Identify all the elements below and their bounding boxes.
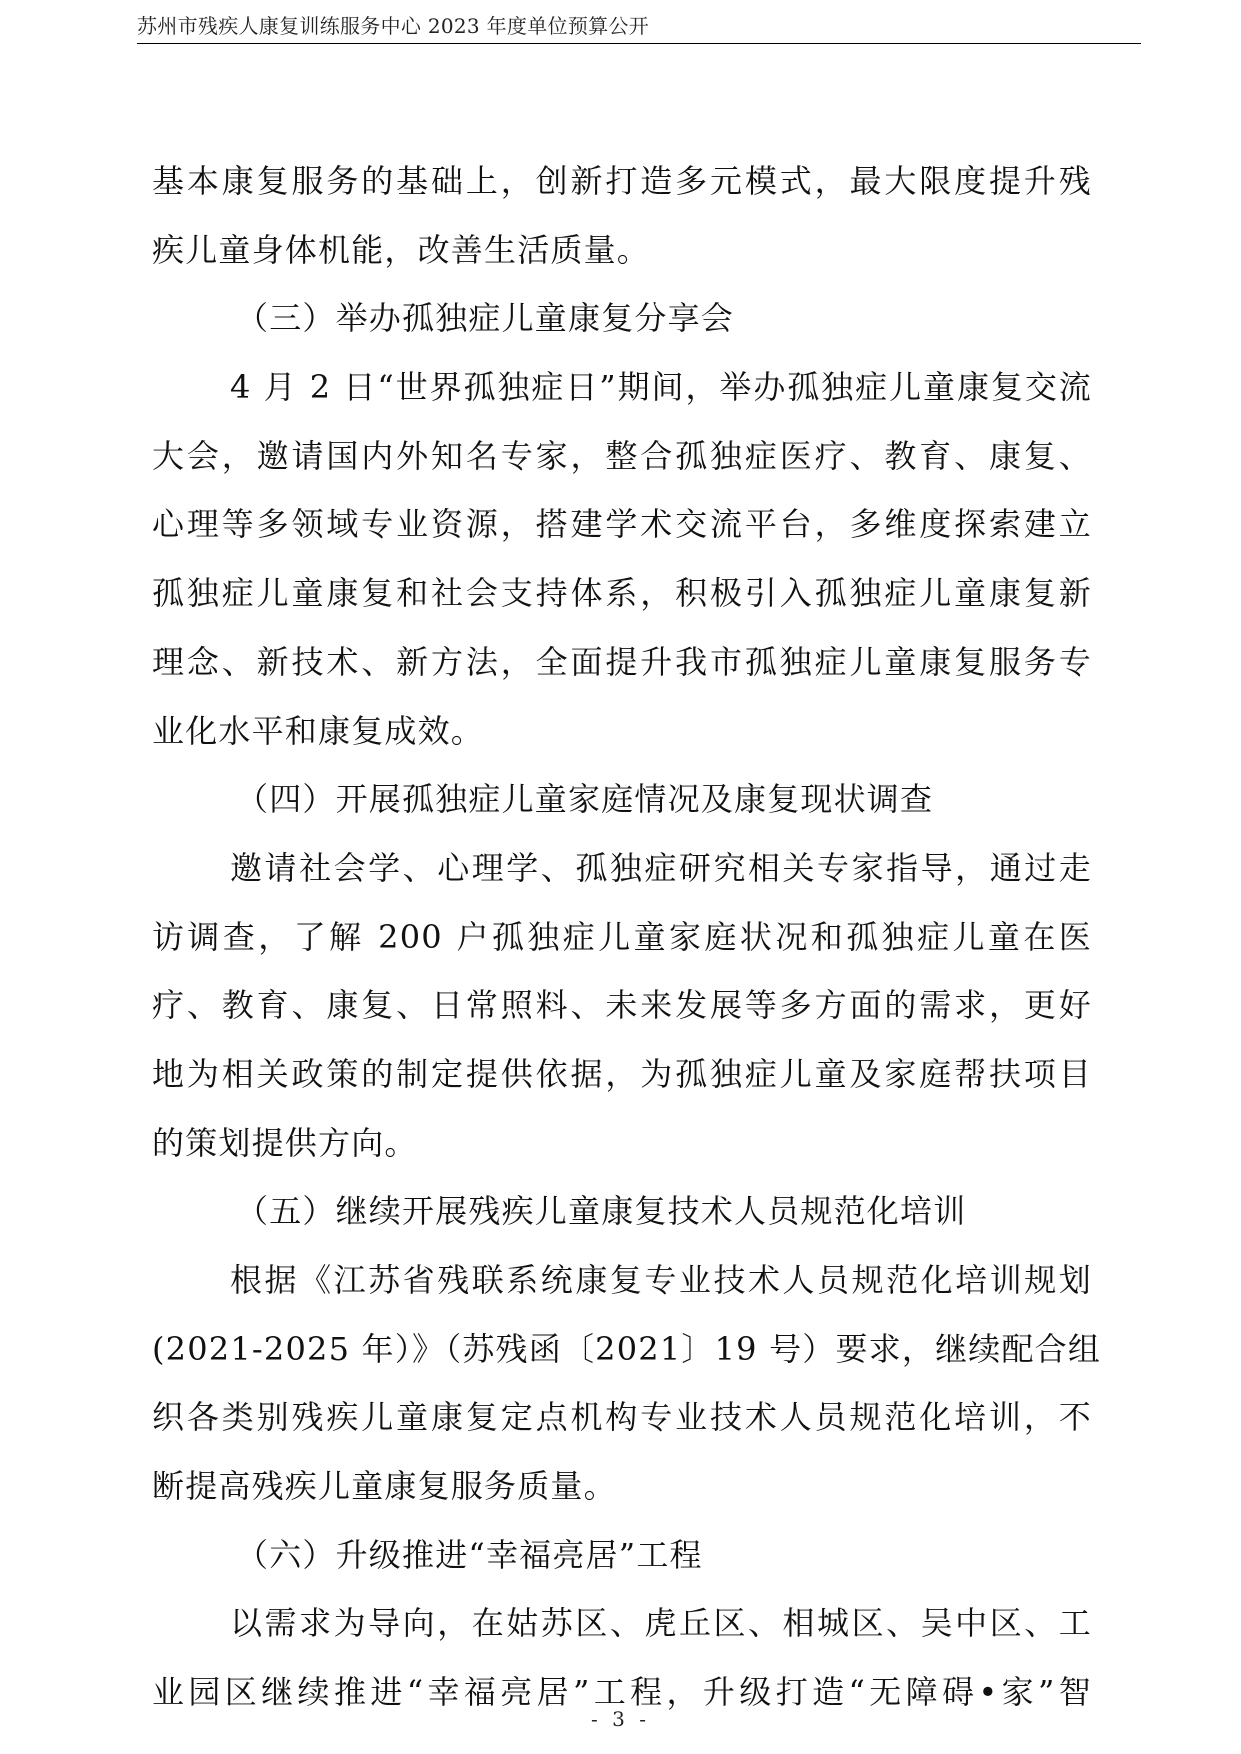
section-heading: （五）继续开展残疾儿童康复技术人员规范化培训 — [236, 1192, 967, 1231]
body-line: 疾儿童身体机能，改善生活质量。 — [152, 230, 651, 269]
body-line: 大会，邀请国内外知名专家，整合孤独症医疗、教育、康复、 — [152, 436, 1092, 475]
body-line: 业园区继续推进“幸福亮居”工程，升级打造“无障碍•家”智 — [152, 1673, 1092, 1712]
body-line: 心理等多领域专业资源，搭建学术交流平台，多维度探索建立 — [152, 505, 1092, 544]
body-line: 断提高残疾儿童康复服务质量。 — [152, 1467, 617, 1506]
body-line: 理念、新技术、新方法，全面提升我市孤独症儿童康复服务专 — [152, 642, 1092, 681]
body-line: 的策划提供方向。 — [152, 1123, 418, 1162]
page-number: - 3 - — [591, 1707, 650, 1731]
section-heading: （六）升级推进“幸福亮居”工程 — [236, 1535, 703, 1574]
body-line: 织各类别残疾儿童康复定点机构专业技术人员规范化培训，不 — [152, 1398, 1092, 1437]
header-title: 苏州市残疾人康复训练服务中心 2023 年度单位预算公开 — [137, 14, 650, 38]
body-line: (2021-2025 年）》（苏残函〔2021〕19 号）要求，继续配合组 — [152, 1329, 1102, 1368]
body-line: 基本康复服务的基础上，创新打造多元模式，最大限度提升残 — [152, 162, 1092, 200]
body-line: 业化水平和康复成效。 — [152, 711, 485, 750]
body-line: 邀请社会学、心理学、孤独症研究相关专家指导，通过走 — [230, 848, 1092, 887]
body-line: 孤独症儿童康复和社会支持体系，积极引入孤独症儿童康复新 — [152, 574, 1092, 613]
body-line: 根据《江苏省残联系统康复专业技术人员规范化培训规划 — [230, 1261, 1092, 1299]
body-line: 疗、教育、康复、日常照料、未来发展等多方面的需求，更好 — [152, 986, 1092, 1025]
body-line: 4 月 2 日“世界孤独症日”期间，举办孤独症儿童康复交流 — [230, 368, 1092, 407]
page-header — [137, 6, 1141, 44]
section-heading: （四）开展孤独症儿童家庭情况及康复现状调查 — [236, 780, 934, 819]
body-line: 以需求为导向，在姑苏区、虎丘区、相城区、吴中区、工 — [230, 1604, 1092, 1643]
document-body — [152, 159, 1102, 1739]
section-heading: （三）举办孤独症儿童康复分享会 — [236, 299, 735, 338]
body-line: 访调查，了解 200 户孤独症儿童家庭状况和孤独症儿童在医 — [152, 917, 1092, 956]
body-line: 地为相关政策的制定提供依据，为孤独症儿童及家庭帮扶项目 — [152, 1054, 1092, 1093]
